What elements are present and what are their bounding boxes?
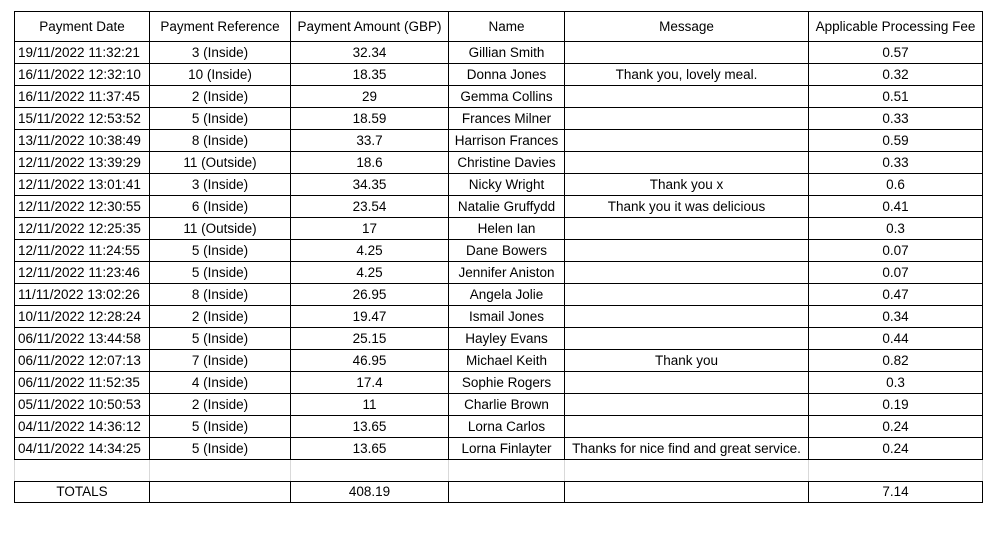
cell-name[interactable]: Dane Bowers	[449, 240, 565, 262]
cell-processing-fee[interactable]: 0.6	[809, 174, 983, 196]
cell-name[interactable]: Hayley Evans	[449, 328, 565, 350]
cell-name[interactable]: Ismail Jones	[449, 306, 565, 328]
cell-processing-fee[interactable]: 0.59	[809, 130, 983, 152]
cell-processing-fee[interactable]: 0.44	[809, 328, 983, 350]
cell-payment-date[interactable]: 12/11/2022 13:01:41	[15, 174, 150, 196]
cell-message[interactable]	[565, 42, 809, 64]
totals-ref-cell[interactable]	[150, 482, 291, 503]
table-row	[15, 64, 983, 86]
cell-payment-date[interactable]: 13/11/2022 10:38:49	[15, 130, 150, 152]
cell-name[interactable]: Nicky Wright	[449, 174, 565, 196]
cell-processing-fee[interactable]: 0.3	[809, 218, 983, 240]
cell-message[interactable]: Thank you	[565, 350, 809, 372]
cell-payment-amount[interactable]: 13.65	[291, 416, 449, 438]
cell-payment-amount[interactable]: 32.34	[291, 42, 449, 64]
cell-payment-reference[interactable]: 5 (Inside)	[150, 416, 291, 438]
cell-message[interactable]: Thank you, lovely meal.	[565, 64, 809, 86]
table-row	[15, 438, 983, 460]
cell-payment-date[interactable]: 10/11/2022 12:28:24	[15, 306, 150, 328]
table-row	[15, 130, 983, 152]
cell-payment-reference[interactable]: 3 (Inside)	[150, 42, 291, 64]
cell-payment-amount[interactable]: 34.35	[291, 174, 449, 196]
payments-table-body	[15, 42, 983, 482]
cell-message[interactable]: Thank you it was delicious	[565, 196, 809, 218]
cell-name[interactable]: Angela Jolie	[449, 284, 565, 306]
cell-payment-date[interactable]: 04/11/2022 14:36:12	[15, 416, 150, 438]
table-row	[15, 240, 983, 262]
cell-payment-date[interactable]: 12/11/2022 11:23:46	[15, 262, 150, 284]
empty-cell[interactable]	[449, 460, 565, 482]
cell-payment-date[interactable]: 05/11/2022 10:50:53	[15, 394, 150, 416]
empty-cell[interactable]	[150, 460, 291, 482]
cell-payment-reference[interactable]: 2 (Inside)	[150, 306, 291, 328]
cell-payment-amount[interactable]: 26.95	[291, 284, 449, 306]
cell-processing-fee[interactable]: 0.51	[809, 86, 983, 108]
cell-payment-reference[interactable]: 7 (Inside)	[150, 350, 291, 372]
cell-processing-fee[interactable]: 0.24	[809, 416, 983, 438]
header-payment-date[interactable]: Payment Date	[15, 12, 150, 42]
empty-cell[interactable]	[565, 460, 809, 482]
cell-payment-amount[interactable]: 46.95	[291, 350, 449, 372]
cell-name[interactable]: Natalie Gruffydd	[449, 196, 565, 218]
table-row	[15, 152, 983, 174]
cell-payment-date[interactable]: 11/11/2022 13:02:26	[15, 284, 150, 306]
cell-payment-reference[interactable]: 5 (Inside)	[150, 108, 291, 130]
cell-payment-amount[interactable]: 19.47	[291, 306, 449, 328]
cell-name[interactable]: Charlie Brown	[449, 394, 565, 416]
table-row	[15, 42, 983, 64]
cell-message[interactable]	[565, 130, 809, 152]
cell-name[interactable]: Helen Ian	[449, 218, 565, 240]
cell-payment-reference[interactable]: 3 (Inside)	[150, 174, 291, 196]
cell-payment-reference[interactable]: 11 (Outside)	[150, 218, 291, 240]
cell-payment-amount[interactable]: 33.7	[291, 130, 449, 152]
cell-payment-amount[interactable]: 18.59	[291, 108, 449, 130]
table-row	[15, 416, 983, 438]
cell-payment-amount[interactable]: 23.54	[291, 196, 449, 218]
cell-payment-reference[interactable]: 2 (Inside)	[150, 394, 291, 416]
cell-name[interactable]: Frances Milner	[449, 108, 565, 130]
cell-payment-reference[interactable]: 5 (Inside)	[150, 262, 291, 284]
cell-payment-reference[interactable]: 11 (Outside)	[150, 152, 291, 174]
cell-processing-fee[interactable]: 0.33	[809, 108, 983, 130]
cell-payment-reference[interactable]: 5 (Inside)	[150, 240, 291, 262]
cell-name[interactable]: Jennifer Aniston	[449, 262, 565, 284]
cell-message[interactable]: Thank you x	[565, 174, 809, 196]
cell-payment-reference[interactable]: 8 (Inside)	[150, 284, 291, 306]
cell-processing-fee[interactable]: 0.47	[809, 284, 983, 306]
cell-payment-date[interactable]: 12/11/2022 12:25:35	[15, 218, 150, 240]
cell-payment-date[interactable]: 06/11/2022 12:07:13	[15, 350, 150, 372]
cell-message[interactable]	[565, 240, 809, 262]
cell-payment-amount[interactable]: 17	[291, 218, 449, 240]
cell-message[interactable]	[565, 218, 809, 240]
cell-processing-fee[interactable]: 0.07	[809, 262, 983, 284]
cell-processing-fee[interactable]: 0.07	[809, 240, 983, 262]
header-payment-reference[interactable]: Payment Reference	[150, 12, 291, 42]
cell-payment-reference[interactable]: 4 (Inside)	[150, 372, 291, 394]
table-row	[15, 394, 983, 416]
cell-processing-fee[interactable]: 0.33	[809, 152, 983, 174]
cell-payment-amount[interactable]: 29	[291, 86, 449, 108]
header-row	[15, 12, 983, 42]
cell-name[interactable]: Gillian Smith	[449, 42, 565, 64]
empty-row	[15, 460, 983, 482]
table-row	[15, 262, 983, 284]
cell-message[interactable]	[565, 306, 809, 328]
cell-message[interactable]	[565, 86, 809, 108]
cell-payment-reference[interactable]: 10 (Inside)	[150, 64, 291, 86]
header-message[interactable]: Message	[565, 12, 809, 42]
totals-row	[15, 482, 983, 503]
cell-payment-date[interactable]: 15/11/2022 12:53:52	[15, 108, 150, 130]
cell-processing-fee[interactable]: 0.82	[809, 350, 983, 372]
table-row	[15, 174, 983, 196]
cell-processing-fee[interactable]: 0.34	[809, 306, 983, 328]
cell-message[interactable]	[565, 284, 809, 306]
cell-name[interactable]: Harrison Frances	[449, 130, 565, 152]
cell-payment-reference[interactable]: 8 (Inside)	[150, 130, 291, 152]
table-row	[15, 196, 983, 218]
cell-payment-amount[interactable]: 17.4	[291, 372, 449, 394]
cell-payment-date[interactable]: 06/11/2022 13:44:58	[15, 328, 150, 350]
cell-message[interactable]	[565, 328, 809, 350]
cell-message[interactable]	[565, 416, 809, 438]
header-name[interactable]: Name	[449, 12, 565, 42]
cell-payment-date[interactable]: 04/11/2022 14:34:25	[15, 438, 150, 460]
cell-name[interactable]: Gemma Collins	[449, 86, 565, 108]
cell-processing-fee[interactable]: 0.24	[809, 438, 983, 460]
header-payment-amount[interactable]: Payment Amount (GBP)	[291, 12, 449, 42]
table-row	[15, 86, 983, 108]
empty-cell[interactable]	[291, 460, 449, 482]
cell-payment-amount[interactable]: 18.6	[291, 152, 449, 174]
cell-payment-date[interactable]: 12/11/2022 11:24:55	[15, 240, 150, 262]
cell-payment-date[interactable]: 19/11/2022 11:32:21	[15, 42, 150, 64]
cell-name[interactable]: Christine Davies	[449, 152, 565, 174]
cell-processing-fee[interactable]: 0.3	[809, 372, 983, 394]
totals-table	[14, 481, 983, 503]
cell-name[interactable]: Donna Jones	[449, 64, 565, 86]
totals-label[interactable]: TOTALS	[15, 482, 150, 503]
cell-processing-fee[interactable]: 0.41	[809, 196, 983, 218]
header-processing-fee[interactable]: Applicable Processing Fee	[809, 12, 983, 42]
cell-payment-reference[interactable]: 5 (Inside)	[150, 328, 291, 350]
cell-message[interactable]	[565, 152, 809, 174]
totals-fee[interactable]: 7.14	[809, 482, 983, 503]
totals-amount[interactable]: 408.19	[291, 482, 449, 503]
cell-name[interactable]: Sophie Rogers	[449, 372, 565, 394]
cell-name[interactable]: Lorna Carlos	[449, 416, 565, 438]
cell-payment-date[interactable]: 12/11/2022 13:39:29	[15, 152, 150, 174]
cell-payment-amount[interactable]: 4.25	[291, 262, 449, 284]
cell-message[interactable]	[565, 262, 809, 284]
cell-payment-amount[interactable]: 25.15	[291, 328, 449, 350]
cell-payment-date[interactable]: 06/11/2022 11:52:35	[15, 372, 150, 394]
totals-name-cell[interactable]	[449, 482, 565, 503]
cell-payment-amount[interactable]: 18.35	[291, 64, 449, 86]
cell-payment-date[interactable]: 16/11/2022 12:32:10	[15, 64, 150, 86]
cell-message[interactable]: Thanks for nice find and great service.	[565, 438, 809, 460]
table-row	[15, 218, 983, 240]
cell-payment-date[interactable]: 12/11/2022 12:30:55	[15, 196, 150, 218]
cell-processing-fee[interactable]: 0.32	[809, 64, 983, 86]
cell-processing-fee[interactable]: 0.19	[809, 394, 983, 416]
cell-payment-date[interactable]: 16/11/2022 11:37:45	[15, 86, 150, 108]
table-row	[15, 350, 983, 372]
table-row	[15, 372, 983, 394]
cell-payment-amount[interactable]: 4.25	[291, 240, 449, 262]
table-row	[15, 306, 983, 328]
cell-message[interactable]	[565, 108, 809, 130]
table-row	[15, 108, 983, 130]
cell-processing-fee[interactable]: 0.57	[809, 42, 983, 64]
cell-message[interactable]	[565, 394, 809, 416]
cell-payment-amount[interactable]: 13.65	[291, 438, 449, 460]
table-row	[15, 284, 983, 306]
cell-payment-reference[interactable]: 2 (Inside)	[150, 86, 291, 108]
cell-name[interactable]: Michael Keith	[449, 350, 565, 372]
totals-message-cell[interactable]	[565, 482, 809, 503]
cell-payment-reference[interactable]: 6 (Inside)	[150, 196, 291, 218]
payments-table	[14, 11, 983, 482]
empty-cell[interactable]	[15, 460, 150, 482]
cell-payment-amount[interactable]: 11	[291, 394, 449, 416]
cell-payment-reference[interactable]: 5 (Inside)	[150, 438, 291, 460]
cell-message[interactable]	[565, 372, 809, 394]
table-row	[15, 328, 983, 350]
empty-cell[interactable]	[809, 460, 983, 482]
cell-name[interactable]: Lorna Finlayter	[449, 438, 565, 460]
